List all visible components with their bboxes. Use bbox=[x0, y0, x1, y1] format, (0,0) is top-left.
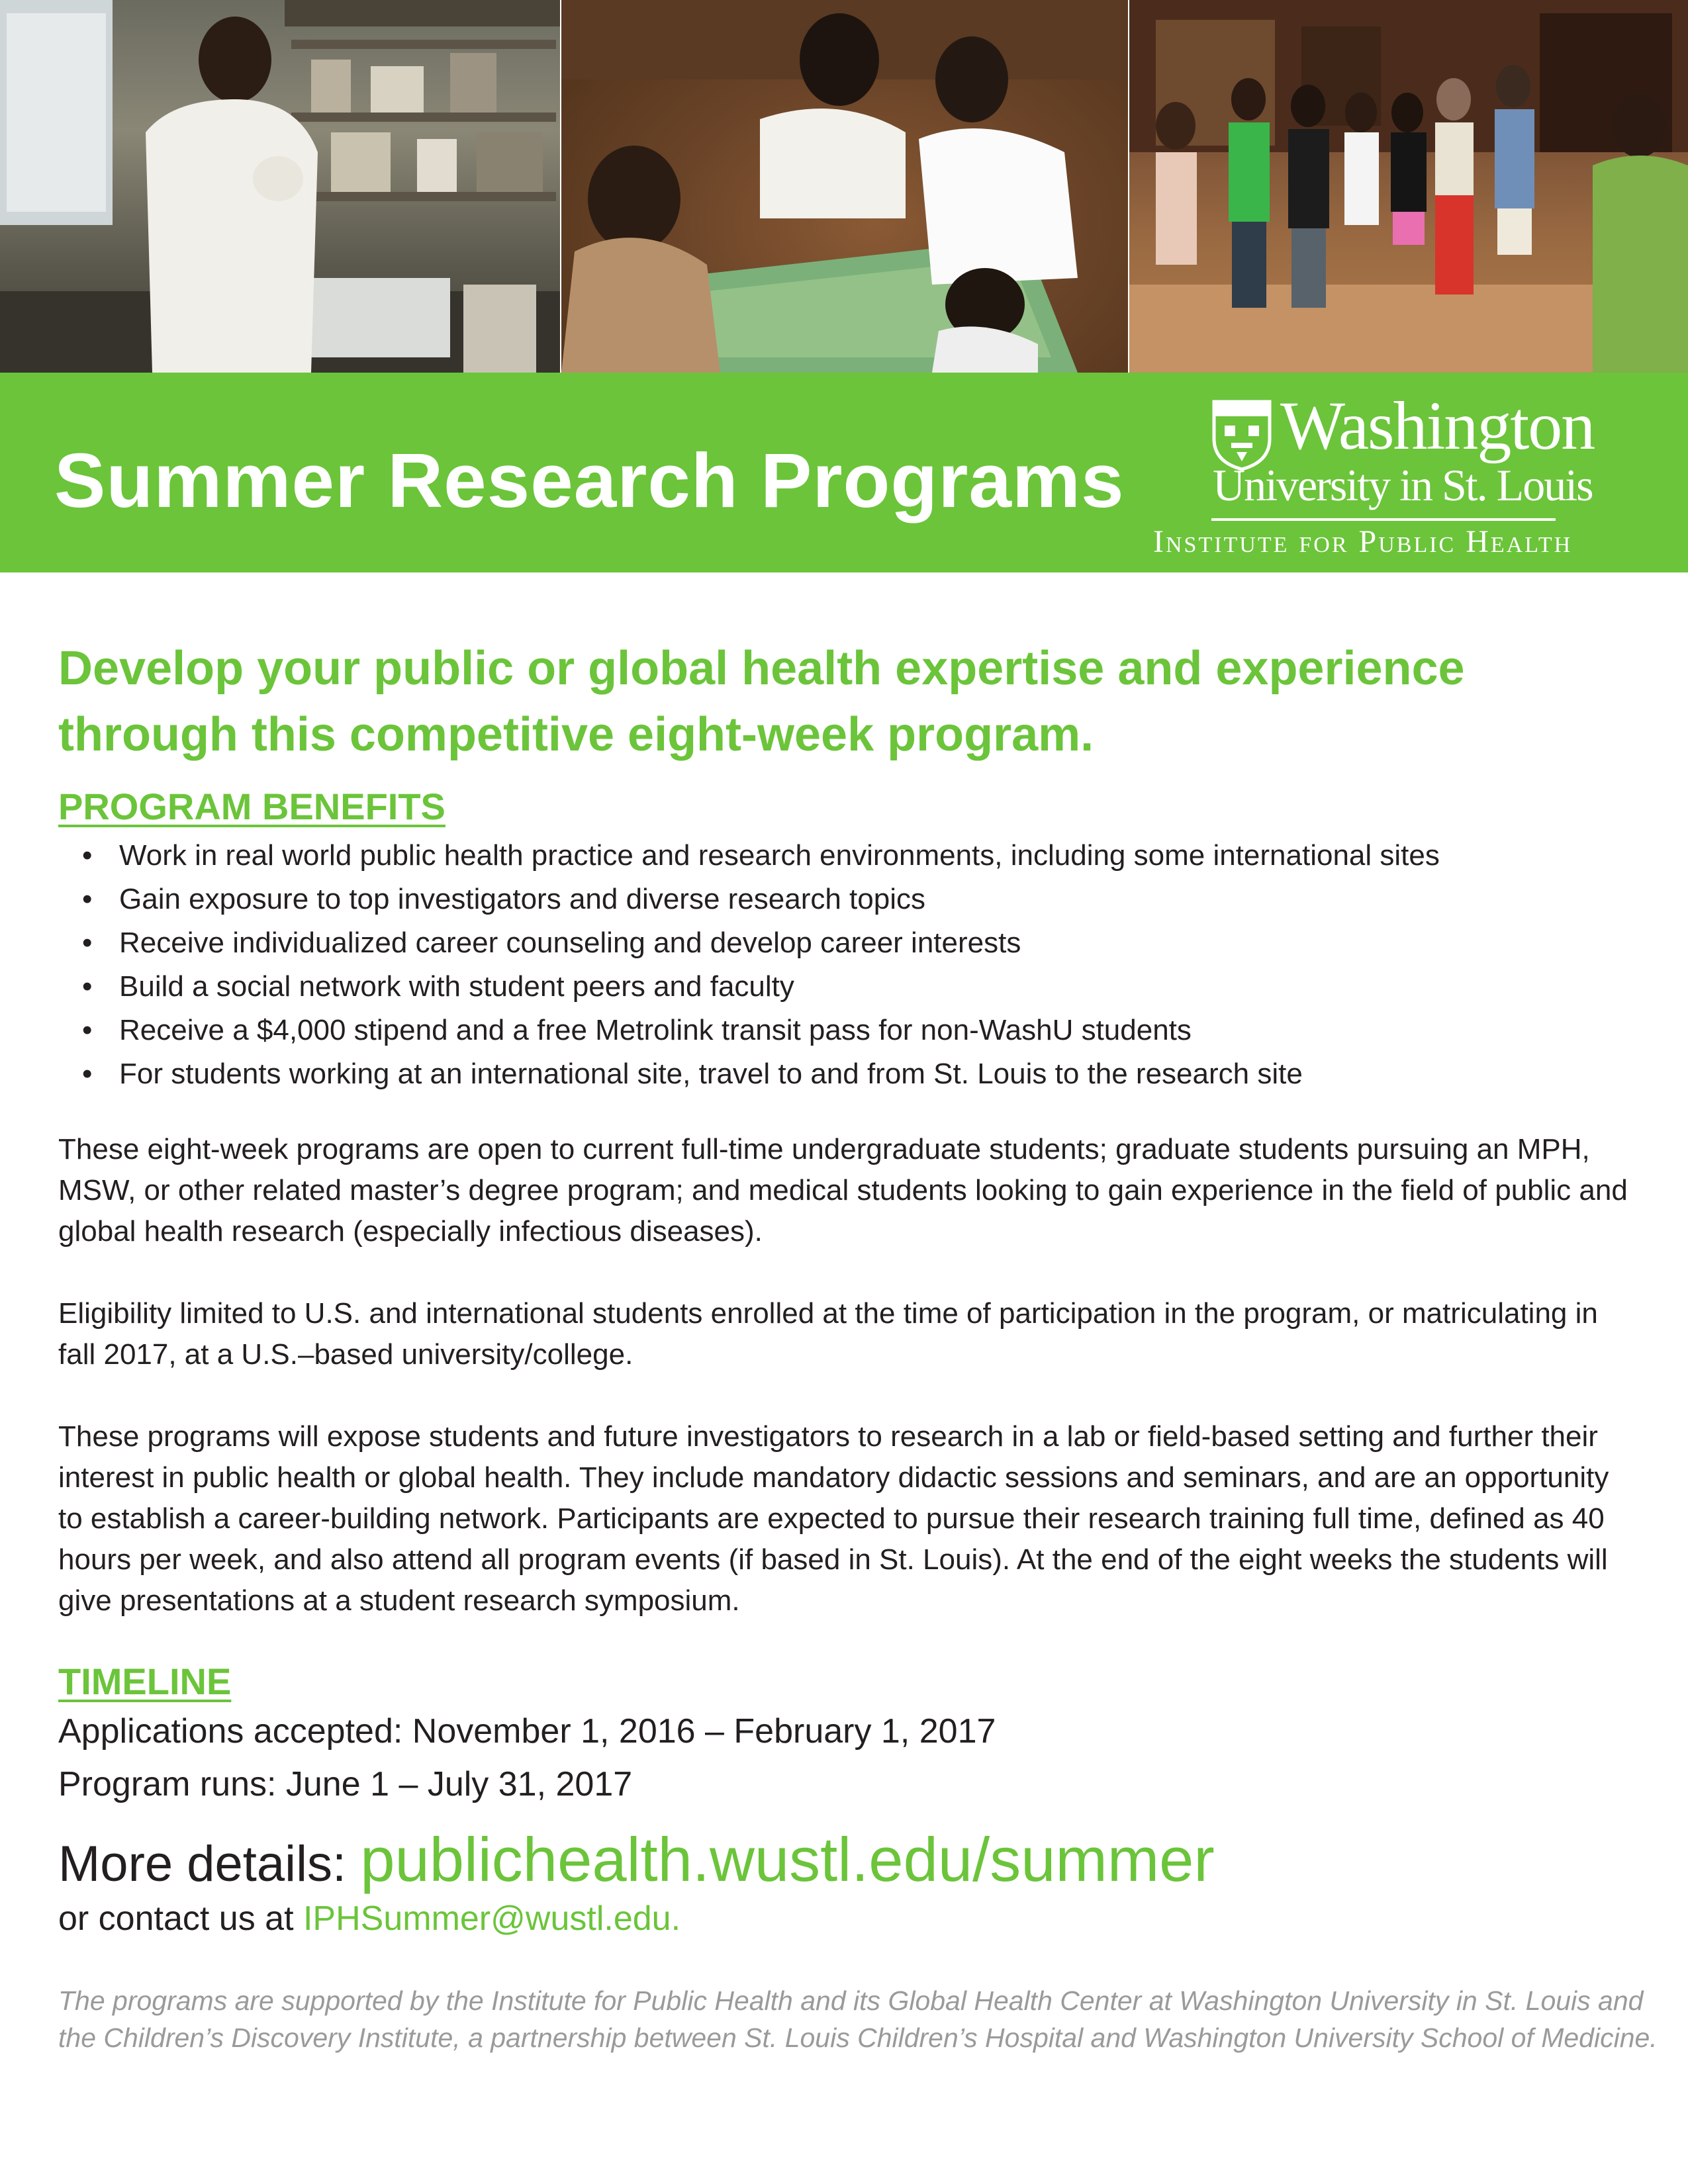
bullet-icon: • bbox=[82, 927, 93, 959]
contact-email-link[interactable]: IPHSummer@wustl.edu. bbox=[303, 1899, 681, 1938]
bullet-icon: • bbox=[82, 839, 93, 872]
page-title: Summer Research Programs bbox=[54, 437, 1125, 523]
benefit-text: Receive a $4,000 stipend and a free Metrolink transit pass for non-WashU students bbox=[119, 1014, 1192, 1046]
benefit-text: Work in real world public health practice and research environments, including some international sites bbox=[119, 839, 1440, 872]
photo-strip bbox=[0, 0, 1688, 373]
photo-student-group bbox=[1129, 0, 1688, 373]
bullet-icon: • bbox=[82, 1058, 93, 1090]
flyer-content bbox=[58, 635, 1658, 2083]
applications-accepted-dates: Applications accepted: November 1, 2016 – February 1, 2017 bbox=[58, 1712, 996, 1751]
list-item bbox=[58, 878, 1634, 921]
eligibility-open-paragraph: These eight-week programs are open to current full-time undergraduate students; graduate students pursuing an MPH, MSW, or other related master’s degree program; and medical students looking to gain experience in the field of public and global health research (especially infectious diseases). bbox=[58, 1133, 1628, 1248]
contact-line bbox=[58, 1897, 1634, 1940]
more-details-label: More details: bbox=[58, 1836, 361, 1892]
washu-ips-logo bbox=[1153, 388, 1628, 559]
program-benefits-heading: PROGRAM BENEFITS bbox=[58, 786, 445, 827]
list-item bbox=[58, 921, 1634, 965]
list-item bbox=[58, 1009, 1634, 1052]
list-item bbox=[58, 965, 1634, 1009]
photo-lab-researcher bbox=[0, 0, 560, 373]
benefit-text: Gain exposure to top investigators and diverse research topics bbox=[119, 883, 925, 915]
contact-label: or contact us at bbox=[58, 1899, 303, 1938]
program-description-paragraph: These programs will expose students and future investigators to research in a lab or field-based setting and further their interest in public health or global health. They include mandatory didactic sessions and seminars, and are an opportunity to establish a career-building network. Participants are expected to pursue their research training full time, defined as 40 hours per week, and also attend all program events (if based in St. Louis). At the end of the eight weeks the students will give presentations at a student research symposium. bbox=[58, 1420, 1609, 1617]
support-footnote: The programs are supported by the Institute for Public Health and its Global Health Center at Washington University in St. Louis and the Children’s Discovery Institute, a partnership between St. Louis Children’s Hospital and Washington University School of Medicine. bbox=[58, 1985, 1658, 2053]
list-item bbox=[58, 1052, 1634, 1096]
program-run-dates: Program runs: June 1 – July 31, 2017 bbox=[58, 1765, 633, 1803]
list-item bbox=[58, 834, 1634, 878]
eligibility-limit-paragraph: Eligibility limited to U.S. and international students enrolled at the time of participation in the program, or matriculating in fall 2017, at a U.S.–based university/college. bbox=[58, 1297, 1598, 1371]
bullet-icon: • bbox=[82, 970, 93, 1003]
benefits-list bbox=[58, 834, 1634, 1096]
program-url-link[interactable]: publichealth.wustl.edu/summer bbox=[360, 1825, 1215, 1894]
timeline-heading: TIMELINE bbox=[58, 1661, 232, 1702]
title-banner bbox=[0, 373, 1688, 572]
logo-washington-text: Washington bbox=[1280, 388, 1595, 464]
benefit-text: Build a social network with student peers and faculty bbox=[119, 970, 794, 1003]
benefit-text: For students working at an international site, travel to and from St. Louis to the research site bbox=[119, 1058, 1303, 1090]
headline: Develop your public or global health expertise and experience through this competitive eight-week program. bbox=[58, 642, 1465, 761]
logo-divider bbox=[1211, 518, 1556, 521]
bullet-icon: • bbox=[82, 1014, 93, 1046]
more-details-line bbox=[58, 1827, 1634, 1897]
logo-institute-text: Institute for Public Health bbox=[1153, 524, 1573, 559]
photo-field-research bbox=[561, 0, 1128, 373]
benefit-text: Receive individualized career counseling and develop career interests bbox=[119, 927, 1021, 959]
logo-university-text: University in St. Louis bbox=[1213, 460, 1593, 510]
bullet-icon: • bbox=[82, 883, 93, 915]
